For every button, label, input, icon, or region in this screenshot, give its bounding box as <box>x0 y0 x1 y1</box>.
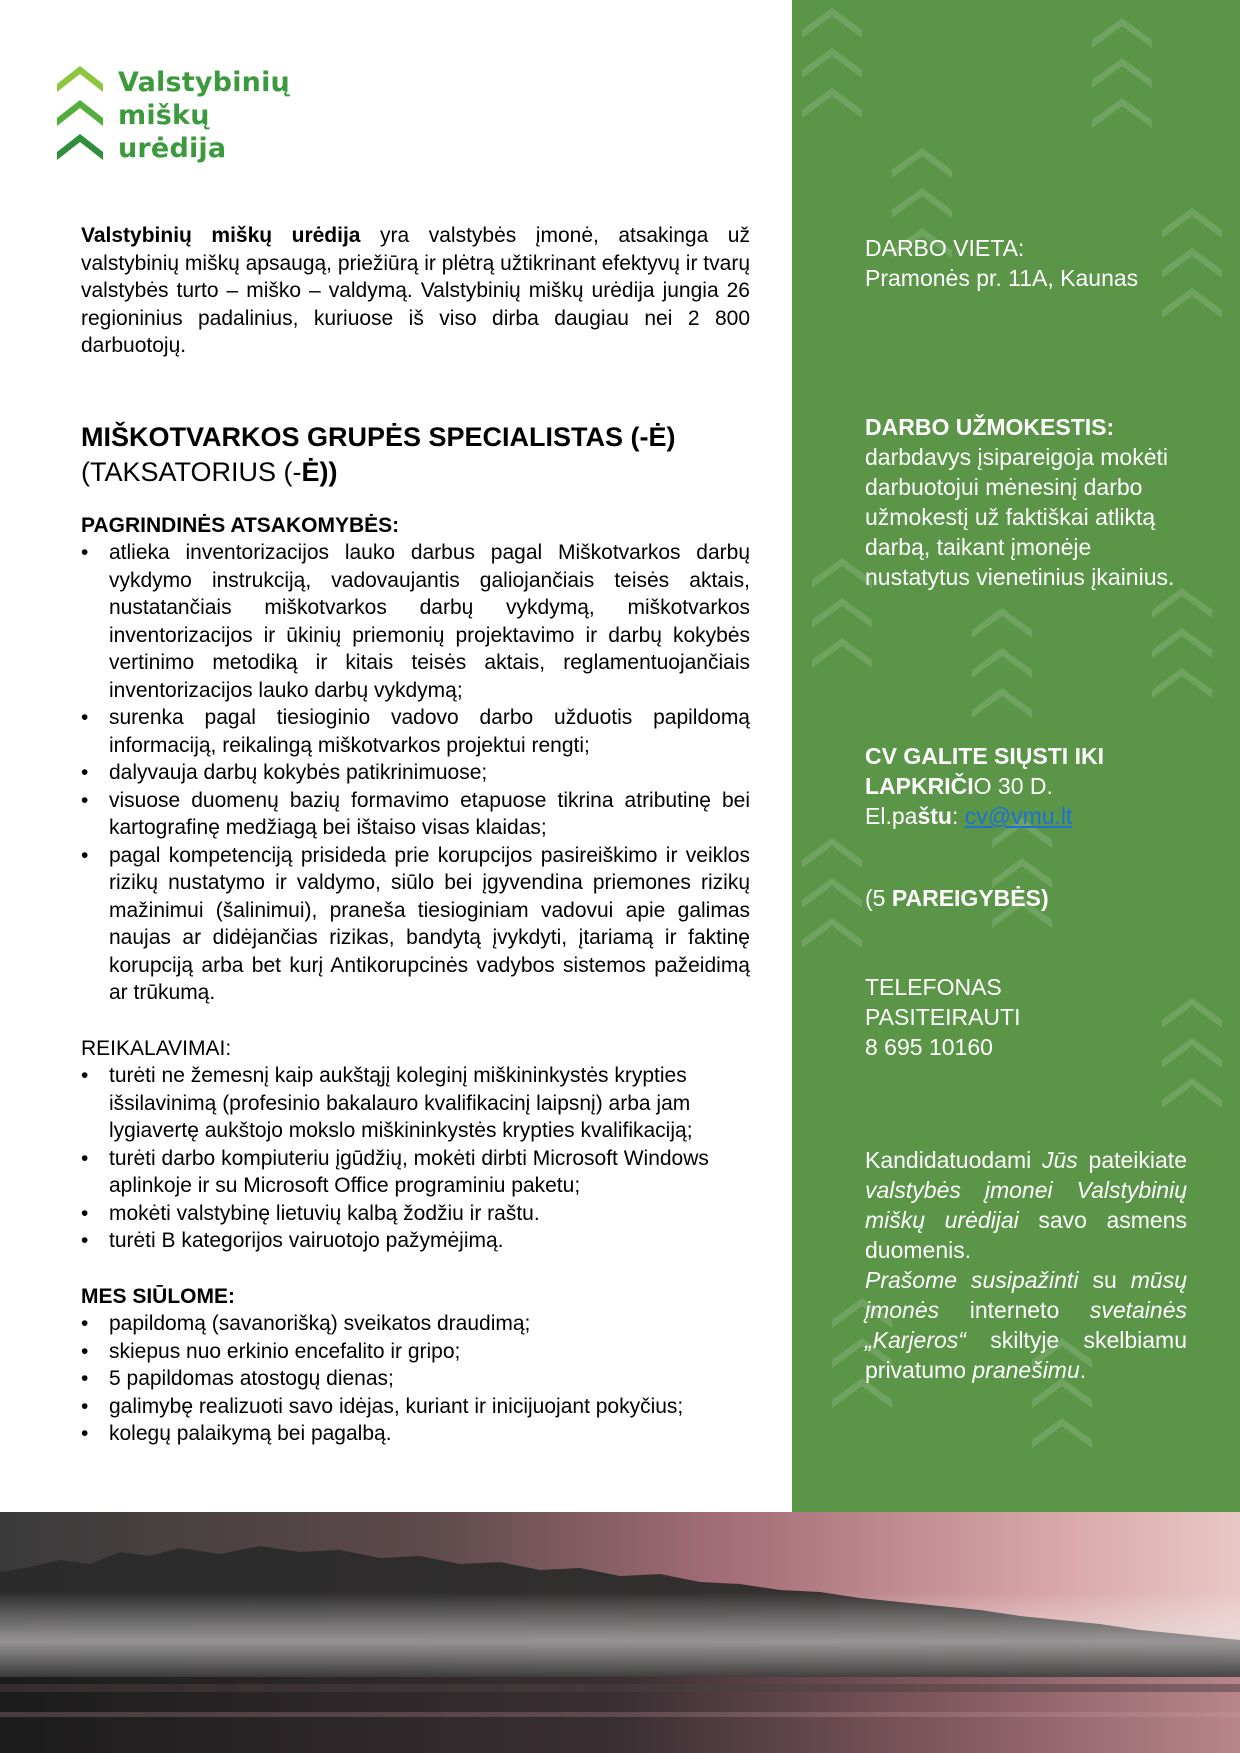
list-item: • papildomą (savanorišką) sveikatos draudimą; <box>81 1310 750 1338</box>
job-title-line-2 <box>81 455 750 490</box>
privacy-notice <box>865 1145 1187 1385</box>
privacy-text: Kandidatuodami <box>865 1147 1042 1173</box>
privacy-text: mūsų įmonės <box>865 1267 1187 1323</box>
logo-line-3: urėdija <box>118 133 227 164</box>
main-content <box>81 222 750 1448</box>
workplace-label: DARBO VIETA: <box>865 235 1025 261</box>
phone-number: 8 695 10160 <box>865 1034 993 1060</box>
list-item: • mokėti valstybinę lietuvių kalbą žodžiu ir raštu. <box>81 1200 750 1228</box>
intro-org-name: Valstybinių miškų urėdija <box>81 224 361 247</box>
privacy-text: skiltyje skelbiamu privatumo <box>865 1327 1187 1383</box>
job-title-line-2-b: Ė)) <box>301 456 338 487</box>
workplace-value: Pramonės pr. 11A, Kaunas <box>865 265 1139 291</box>
count-b: PAREIGYBĖS) <box>891 885 1049 911</box>
positions-count <box>865 883 1187 913</box>
email-label-b: štu <box>917 803 952 829</box>
email-link[interactable]: cv@vmu.lt <box>964 803 1073 829</box>
phone-line-1: TELEFONAS <box>865 974 1002 1000</box>
list-item: • visuose duomenų bazių formavimo etapuose tikrina atributinę bei kartografinę medžiagą bei ištaiso visas klaidas; <box>81 787 750 842</box>
list-item: • turėti B kategorijos vairuotojo pažymėjimą. <box>81 1227 750 1255</box>
phone-block <box>865 972 1187 1062</box>
cv-deadline-block <box>865 741 1187 831</box>
list-item: • galimybę realizuoti savo idėjas, kuriant ir inicijuojant pokyčius; <box>81 1393 750 1421</box>
list-item: • turėti ne žemesnį kaip aukštąjį koleginį miškininkystės krypties išsilavinimą (profesinio bakalauro kvalifikacinį laipsnį) arba jam lygiavertę aukštojo mokslo miškininkystės krypties kvalifikaciją; <box>81 1062 750 1145</box>
responsibilities-list <box>81 539 750 1007</box>
email-line <box>865 801 1187 831</box>
salary-label: DARBO UŽMOKESTIS: <box>865 414 1115 440</box>
cv-line-2-rest: O 30 D. <box>973 773 1053 799</box>
list-item: • turėti darbo kompiuteriu įgūdžių, mokėti dirbti Microsoft Windows aplinkoje ir su Microsoft Office programiniu paketu; <box>81 1145 750 1200</box>
offer-heading: MES SIŪLOME: <box>81 1284 236 1308</box>
list-item: • dalyvauja darbų kokybės patikrinimuose; <box>81 759 750 787</box>
list-item: • skiepus nuo erkinio encefalito ir gripo; <box>81 1338 750 1366</box>
info-sidebar <box>792 0 1240 1512</box>
requirements-list <box>81 1062 750 1255</box>
job-title-line-1: MIŠKOTVARKOS GRUPĖS SPECIALISTAS (-Ė) <box>81 421 676 452</box>
cv-line-1: CV GALITE SIŲSTI IKI <box>865 743 1104 769</box>
list-item: • surenka pagal tiesioginio vadovo darbo užduotis papildomą informaciją, reikalingą miškotvarkos projektui rengti; <box>81 704 750 759</box>
privacy-text: svetainės „Karjeros“ <box>865 1297 1187 1353</box>
privacy-text: interneto <box>939 1297 1090 1323</box>
requirements-heading: REIKALAVIMAI: <box>81 1036 232 1060</box>
privacy-text: valstybės įmonei Valstybinių miškų urėdijai <box>865 1177 1187 1233</box>
list-item: • pagal kompetenciją prisideda prie korupcijos pasireiškimo ir veiklos rizikų nustatymo ir valdymo, siūlo bei įgyvendina priemones rizikų mažinimui (šalinimui), praneša tiesioginiam vadovui apie galimas naujas ar didėjančias rizikas, bandytą įvykdyti, įtariamą ir faktinę korupciją arba bet kurį Antikorupcinės vadybos sistemos pažeidimą ar trūkumą. <box>81 842 750 1007</box>
workplace-block <box>865 233 1187 293</box>
forest-lake-image <box>0 1512 1240 1753</box>
privacy-text: pranešimu <box>972 1357 1080 1383</box>
list-item: • kolegų palaikymą bei pagalbą. <box>81 1420 750 1448</box>
privacy-text: Prašome susipažinti <box>865 1267 1079 1293</box>
cv-line-2-bold: LAPKRIČI <box>865 773 974 799</box>
list-item: • atlieka inventorizacijos lauko darbus pagal Miškotvarkos darbų vykdymo instrukciją, vadovaujantis galiojančiais teisės aktais, nustatančiais miškotvarkos darbų vykdymą, miškotvarkos inventorizacijos ir ūkinių priemonių projektavimo ir darbų kokybės vertinimo metodiką ir kitais teisės aktais, reglamentuojančiais inventorizacijos lauko darbų vykdymą; <box>81 539 750 704</box>
logo-line-2: miškų <box>118 100 210 131</box>
intro-text: yra valstybės įmonė, atsakinga už valstybinių miškų apsaugą, priežiūrą ir plėtrą užtikrinant efektyvų ir tvarų valstybės turto – miško – valdymą. Valstybinių miškų urėdija jungia 26 regioninius padalinius, kuriuose iš viso dirba daugiau nei 2 800 darbuotojų. <box>81 224 750 357</box>
responsibilities-heading: PAGRINDINĖS ATSAKOMYBĖS: <box>81 513 400 537</box>
tree-logo-icon <box>55 66 105 170</box>
email-colon: : <box>951 803 965 829</box>
job-title <box>81 420 750 490</box>
privacy-text: . <box>1079 1357 1087 1383</box>
phone-line-2: PASITEIRAUTI <box>865 1004 1021 1030</box>
salary-block <box>865 412 1187 592</box>
offer-list <box>81 1310 750 1448</box>
privacy-text: pateikiate <box>1077 1147 1187 1173</box>
privacy-text: su <box>1078 1267 1131 1293</box>
privacy-text: savo asmens duomenis. <box>865 1207 1188 1263</box>
email-label-a: El.pa <box>865 803 918 829</box>
count-a: (5 <box>865 885 892 911</box>
cv-line-2 <box>865 771 1187 801</box>
salary-text: darbdavys įsipareigoja mokėti darbuotojui mėnesinį darbo užmokestį už faktiškai atliktą darbą, taikant įmonėje nustatytus vienetinius įkainius. <box>865 444 1175 590</box>
list-item: • 5 papildomas atostogų dienas; <box>81 1365 750 1393</box>
job-title-line-2-a: (TAKSATORIUS (- <box>81 456 302 487</box>
privacy-text: Jūs <box>1041 1147 1078 1173</box>
intro-paragraph <box>81 222 750 360</box>
forest-lake-photo <box>0 1512 1240 1753</box>
logo-line-1: Valstybinių <box>118 67 290 98</box>
logo <box>55 66 295 176</box>
